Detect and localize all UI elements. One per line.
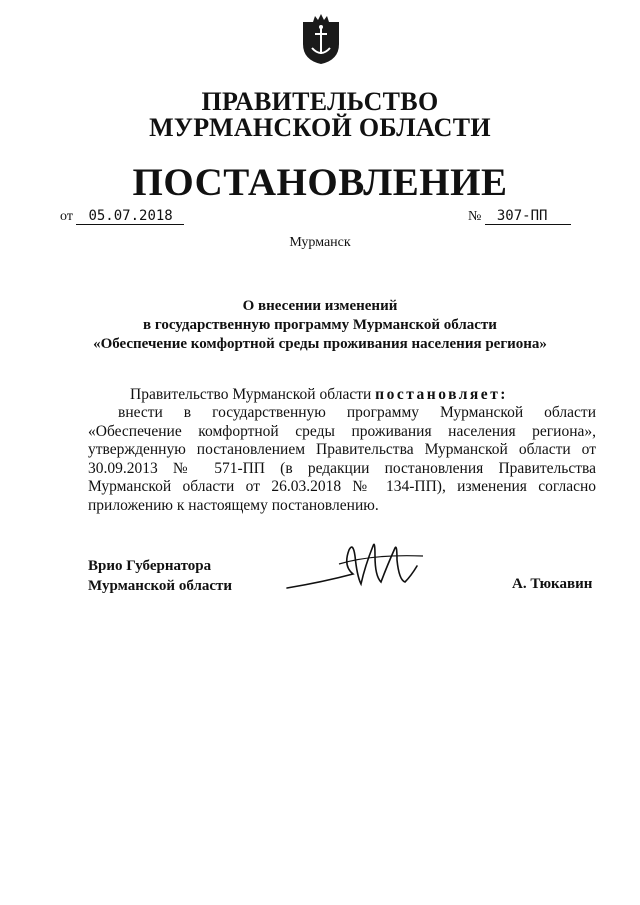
signer-position-line1: Врио Губернатора	[88, 558, 212, 574]
document-number: 307-ПП	[485, 208, 571, 225]
resolution-paragraph: внести в государственную программу Мурманской области «Обеспечение комфортной среды проживания населения региона», утвержденную постановлением Правительства Мурманской области от 30.09.2013 № 571-ПП (в редакции постановления Правительства Мурманской области от 26.03.2018 № 134-ПП), изменения согласно приложению к настоящему постановлению.	[88, 404, 596, 514]
city: Мурманск	[289, 235, 351, 250]
number-field	[468, 208, 571, 225]
resolution-intro	[130, 386, 508, 404]
subject-line1: О внесении изменений	[242, 298, 398, 314]
document-type: ПОСТАНОВЛЕНИЕ	[132, 161, 508, 204]
subject-heading	[0, 297, 640, 354]
date-field	[60, 208, 184, 225]
coat-of-arms-icon	[301, 14, 341, 66]
signer-name: А. Тюкавин	[512, 576, 593, 592]
number-prefix: №	[468, 209, 482, 224]
subject-line3: «Обеспечение комфортной среды проживания населения региона»	[93, 336, 547, 352]
intro-text: Правительство Мурманской области	[130, 386, 376, 403]
subject-line2: в государственную программу Мурманской области	[143, 317, 497, 333]
signer-position-line2: Мурманской области	[88, 578, 233, 594]
government-name-line1: ПРАВИТЕЛЬСТВО	[201, 87, 439, 116]
government-name-line2: МУРМАНСКОЙ ОБЛАСТИ	[149, 113, 491, 142]
date-prefix: от	[60, 209, 73, 224]
intro-emphasis: постановляет:	[375, 386, 508, 403]
handwritten-signature	[283, 536, 433, 600]
document-date: 05.07.2018	[76, 208, 184, 225]
signer-position	[88, 556, 232, 596]
